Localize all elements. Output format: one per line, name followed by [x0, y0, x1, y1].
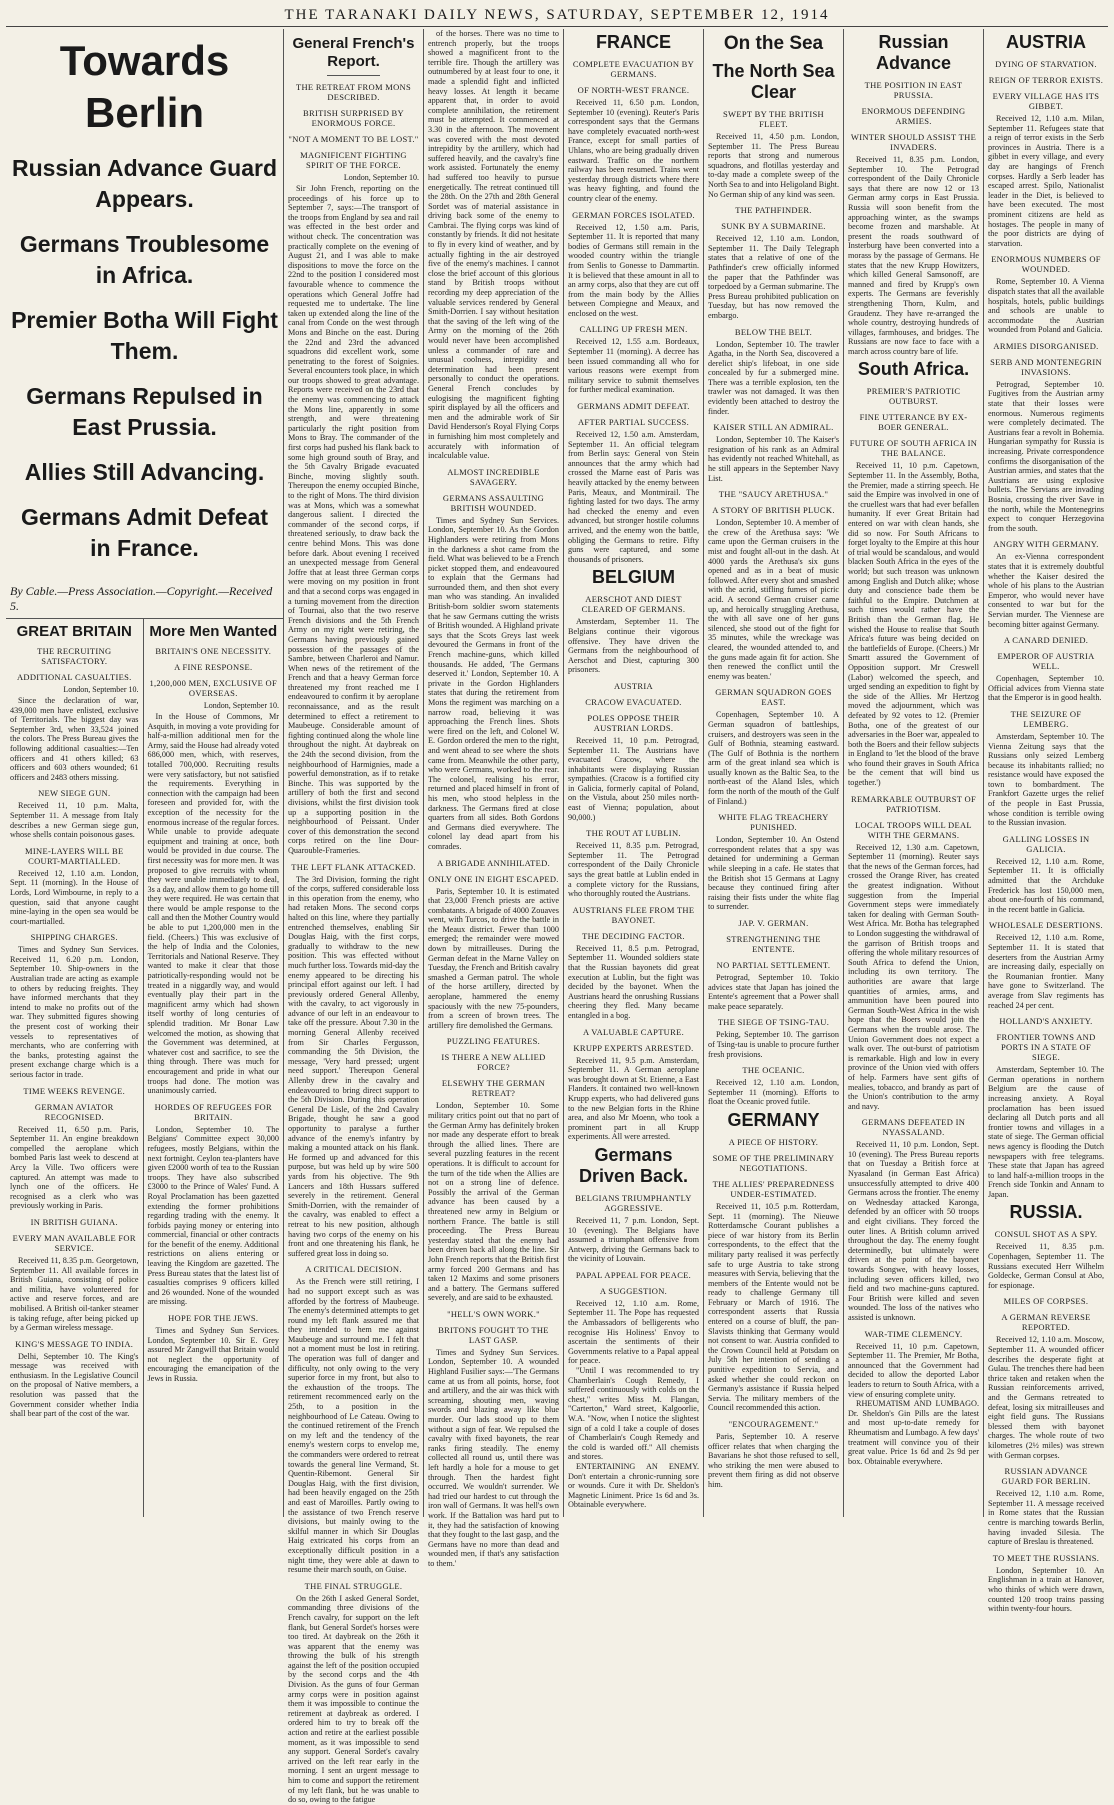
subhead: JAP. V. GERMAN.: [738, 918, 809, 928]
article-text: London, September 10. An Ostend correspondent relates that a spy was detained for undermining a German while sleeping in a cafe. He states that the British shot 15 Germans at Lagny because they continued firing after raising their fists under the white flag to surrender.: [708, 835, 839, 912]
subhead: ARMIES DISORGANISED.: [993, 340, 1099, 351]
subhead: ONLY ONE IN EIGHT ESCAPED.: [428, 873, 559, 884]
article-text: London, September 10. An Englishman in a train at Hanover, who thinks of which were drawn, counted 120 troop trains passing within twenty-four hours.: [988, 1565, 1104, 1614]
russian-advance-column: [844, 29, 984, 1517]
subhead: MAGNIFICENT FIGHTING SPIRIT OF THE FORCE.: [300, 150, 407, 170]
divider: [327, 75, 379, 76]
article-text: Received 12, 1.10 a.m. Rome, September 11. It is stated that deserters from the Austrian Army are increasing daily, especially on the Roumanian frontier. Many have gone to Switzerland. The average from Slav regiments has reached 24 per cent.: [988, 933, 1104, 1010]
article-text: On the 26th I asked General Sordet, commanding three divisions of the French cavalry, for support on the left flank, but General Sordet's horses were too tired. At daybreak on the 26th it was apparent that the enemy was throwing the bulk of his strength against the left of the position occupied by the second corps and the 4th Division. As the guns of four German army corps were in position against them it was impossible to continue the retirement at daybreak as ordered. I ordered him to try to break off the action and retire at the earliest possible moment, as it was impossible to send any support. General Sordet's cavalry arrived on the left rear early in the morning. I sent an urgent message to him to come and support the retirement of my left flank, but he was unable to do so, owing to the fatigue: [288, 1593, 419, 1805]
subhead: THE "SAUCY ARETHUSA.": [718, 489, 829, 500]
more-men-column: [144, 619, 284, 1517]
subhead: SUNK BY A SUBMARINE.: [721, 221, 826, 232]
subhead: AUSTRIA: [614, 680, 653, 691]
subhead: LOCAL TROOPS WILL DEAL WITH THE GERMANS.: [855, 819, 972, 840]
subhead: EMPEROR OF AUSTRIA WELL.: [997, 651, 1095, 672]
subhead: THE LEFT FLANK ATTACKED.: [291, 861, 416, 872]
subhead: AFTER PARTIAL SUCCESS.: [577, 417, 690, 428]
subhead: GERMAN AVIATOR RECOGNISED.: [34, 1101, 114, 1122]
article-text: Received 11, 10 p.m. Capetown, September 11. The Premier, Mr Botha, announced that the Government had decided to allow the deported Labor leaders to return to South Africa, with a view of ensuring complete unity.: [848, 1341, 979, 1399]
subhead: KING'S MESSAGE TO INDIA.: [15, 1338, 134, 1349]
subhead: NEW SIEGE GUN.: [38, 788, 111, 799]
article-text: Received 11, 8.35 p.m. Petrograd, September 11. The Petrograd correspondent of the Daily Chronicle says the great battle at Lublin ended in a complete victory for the Russians, who thoroughly routed the Austrians.: [568, 841, 699, 899]
subhead: SOME OF THE PRELIMINARY NEGOTIATIONS.: [712, 1152, 835, 1173]
subhead: GALLING LOSSES IN GALICIA.: [1002, 833, 1090, 854]
subhead: THE SEIZURE OF LEMBERG.: [1010, 708, 1082, 729]
dateline: London, September 10.: [203, 701, 279, 710]
article-text: Received 12, 1.10 a.m. Rome, September 11. The Pope has requested the Ambassadors of belligerents who recognise His Holiness' Envoy to ascertain the sentiments of their Governments relative to a Papal appeal for peace.: [568, 1298, 699, 1366]
article-text: Received 12, 1.10 a.m. London, Sept. 11 (morning). In the House of Lords, Lord Wimbourne, in reply to a question, said that anyone caught mine-laying in the open sea would be court-martialled.: [10, 868, 139, 926]
subhead: IN BRITISH GUIANA.: [30, 1216, 118, 1227]
section-north-sea-clear: The North Sea Clear: [712, 61, 835, 102]
subhead: A BRIGADE ANNIHILATED.: [436, 857, 551, 868]
article-text: An ex-Vienna correspondent states that it is extremely doubtful whether the Kaiser desired the whole of his plans to the Austrian Emperor, who would never have consented to war but for the Servian murder. The Viennese are becoming bitter against Germany.: [988, 552, 1104, 629]
article-text: Since the declaration of war, 439,000 men have enlisted, exclusive of Territorials. The biggest day was September 3rd, when 33,524 joined the colors. The Press Bureau gives the following additional casualties:—Ten officers and 41 others killed; 63 officers and 603 others wounded; 61 officers and 2483 others missing.: [10, 696, 139, 782]
subhead: IS THERE A NEW ALLIED FORCE?: [441, 1052, 546, 1073]
subhead: ALMOST INCREDIBLE SAVAGERY.: [447, 466, 540, 487]
subhead: THE SIEGE OF TSING-TAU.: [717, 1017, 830, 1028]
subhead: A VALUABLE CAPTURE.: [582, 1026, 685, 1037]
article-text: Received 11, 10 p.m. London, Sept. 10 (evening). The Press Bureau reports that on Tuesday a British force at Nyasaland (in German East Africa) unsuccessfully attempted to drive 400 Germans across the frontier. The enemy on Wednesday attacked Karonga, defended by an officer with 50 troops and eight civilians. They forced the outer lines. A British column arrived throughout the day. The enemy fought determinedly, but ultimately were driven at the point of the bayonet towards Songwe, with heavy losses, including seven officers killed, two field and two machine-guns captured. Four British were killed and seven wounded. The loss of the natives who assisted is unknown.: [848, 1140, 979, 1322]
article-text: London, September 10. The Belgians' Committee expect 30,000 refugees, mostly Belgians, within the next fortnight. Ceylon tea-planters have given £2000 worth of tea to the Russian troops. They have also subscribed £3000 to the Prince of Wales' Fund. A Royal Proclamation has been gazetted extending the former prohibitions regarding trading with the enemy. It forbids paying money or entering into commercial, financial or other contracts for the benefit of the enemy. Additional restrictions on aliens entering or leaving the Kingdom are gazetted. The Press Bureau states that the latest list of casualties comprises 9 officers killed and 26 wounded. None of the wounded are missing.: [147, 1124, 279, 1307]
article-text: Delhi, September 10. The King's message was received with enthusiasm. In the Legislative Council on the proposal of Native members, a resolution was passed that the Government consider whether India shall bear part of the cost of the war.: [10, 1351, 139, 1419]
article-text: Received 12, 1.10 a.m. London, September 11. The Daily Telegraph states that a relative of one of the Pathfinder's crew officially informed the paper that the Pathfinder was torpedoed by a German submarine. The Press Bureau prohibited publication on Tuesday, but has now removed the embargo.: [708, 234, 839, 320]
subhead: AUSTRIANS FLEE FROM THE BAYONET.: [572, 904, 695, 925]
lead-lower: [6, 618, 283, 1517]
article-text: Received 11, 10 p.m. Petrograd, September 11. The Austrians have evacuated Cracow, where the inhabitants were displaying Russian sympathies. (Cracow is a fortified city in Galicia, formerly capital of Poland, on the Vistula, about 250 miles north-east of Vienna; population, about 90,000.): [568, 735, 699, 822]
subhead: "ENCOURAGEMENT.": [728, 1419, 819, 1429]
subhead: TIME WEEKS REVENGE.: [23, 1085, 126, 1096]
subhead: FINE UTTERANCE BY EX-BOER GENERAL.: [859, 412, 968, 433]
subhead: ENORMOUS DEFENDING ARMIES.: [861, 106, 966, 126]
article-text: Received 11, 10 p.m. Capetown, September 11. In the Assembly, Botha, the Premier, made a stirring speech. He said the Empire was involved in one of the cruellest wars that had ever befallen humanity. If ever Great Britain had entered on war with clean hands, she did so now. For South Africans to forget loyalty to the Empire at this hour of trial would be scandalous, and would blacken South Africa in the eyes of the world; but such treason was unknown among English and Dutch alike; whose duty and conscience bade them be faithful to the Empire. Dutchmen at such times would rather have the British than the German flag. He wished the House to realise that South Africa's future was being decided on the battlefields of Europe. (Cheers.) Mr Smartt assured the Government of Opposition support. Mr Creswell (Labor) welcomed the speech, and urged sending an expedition to fight by the side of the Allies. Mr Hertzog moved the adjournment, which was defeated by 92 votes to 12. (Premier Botha, one of the greatest of our adversaries in the Boer war, appealed to both the Boers and their fellow subjects in England to 'let the blood of the brave who found their graves in South Africa be the cement that will bind us together.'): [848, 461, 979, 788]
subhead: BRITISH SURPRISED BY ENORMOUS FORCE.: [303, 108, 404, 128]
article-text: Copenhagen, September 10. Official advices from Vienna state that the Emperor is in good health.: [988, 674, 1104, 703]
article-text: Amsterdam, September 10. The Vienna Zeitung says that the Russians only seized Lemberg because its inhabitants rallied; no resistance would have exposed the town to bombardment. The Frankfort Gazette urges the relief of the people in East Prussia, whose condition is terrible owing to the Russian invasion.: [988, 731, 1104, 828]
section-germany: GERMANY: [727, 1109, 820, 1130]
article-text: Times and Sydney Sun Services. London, September 10. A wounded Highland Fusilier says:—'The Germans came at us from all points, horse, foot and artillery, and the air was thick with screaming, shouting men, waving swords and blazing away like blue murder. Our lads stood up to them without a sign of fear. We repulsed the cavalry with fixed bayonets, the rear ranks firing steadily. The enemy collected all round us, until there was left hardly a hole for a mouse to get through. Then the hardest fight occurred. We wouldn't surrender. We had tried our hardest to cut through the iron wall of Germans. It was hell's own work. If the Battalion was hard put to it, they had the satisfaction of knowing that they fought to the last gasp, and the Germans have no more than dead and wounded men, if that's any satisfaction to them.': [428, 1347, 559, 1568]
subhead: WINTER SHOULD ASSIST THE INVADERS.: [850, 132, 977, 152]
austria-column: [984, 29, 1108, 1614]
subhead: THE POSITION IN EAST PRUSSIA.: [864, 80, 963, 100]
article-text: Petrograd, September 10. Fugitives from the Austrian army state that their losses were enormous. Numerous regiments were completely decimated. The Austrians fear a revolt in Bohemia. Hungarian sympathy for Russia is increasing. Private correspondence confirms the disorganisation of the Austrian armies, and states that the Austrians are using explosive bullets. The Servians are invading Bosnia, crossing the river Save in the north, while the Montenegrins expect to conquer Herzegovina from the south.: [988, 379, 1104, 533]
section-more-men-wanted: More Men Wanted: [149, 623, 278, 640]
report-continued-column: [424, 29, 564, 1568]
subhead: BELOW THE BELT.: [734, 326, 813, 337]
subhead: SHIPPING CHARGES.: [30, 932, 118, 943]
subhead: BELGIANS TRIUMPHANTLY AGGRESSIVE.: [575, 1192, 692, 1213]
subhead: A STORY OF BRITISH PLUCK.: [712, 505, 835, 516]
deck-4: Germans Repulsed in East Prussia.: [26, 383, 263, 440]
france-column: [564, 29, 704, 1517]
article-text: London, September 10. A member of the crew of the Arethusa says: 'We came upon the German cruisers in the mist and fought all-out in the dash. At 4000 yards the Arethusa's six guns opened and as in a beat of music followed. After every shot and smashed with the acrid, stifling fumes of picric acid. A second German cruiser came up, and heroically struggling Arethusa, the with all save one of her guns silenced, she stood out of the fight for 35 minutes, while the wreckage was cleared, the wounded attended to, and the guns made again fit for action. She then renewed the conflict until the enemy was beaten.': [708, 518, 839, 681]
article-text: Times and Sydney Sun Services. London, September 10. As the Gordon Highlanders were retiring from Mons in the darkness a shot came from the field. What was believed to be a French picket stopped them, and endeavoured to explain that the Germans had surrounded them, and then shot every man who was standing. An invalided British-born soldier sworn statements that he saw Germans cutting the wrists of British wounded. A Highland private says that the Scots Greys last week devoured the Germans in front of the French machine-guns, which killed thousands. He added, 'The Germans deserved it.' London, September 10. A private in the Gordon Highlanders states that during the retirement from Mons the regiment was marching on a narrow road, believing it was approaching the French lines. Shots were fired on the left, and Colonel W. E. Gordon ordered the men to the right, and went ahead to see where the shots came from. Meanwhile the other party, who were Germans, worked to the rear. The colonel, realising his error, returned and placed himself in front of his men, who stood helpless in the darkness. The Germans fired at close quarters from all sides. Both Gordons and Germans died everywhere. The colonel lay dead apart from his comrades.: [428, 515, 559, 851]
article-text: Received 12, 1.10 a.m. Rome, September 11. It is officially admitted that the Archduke Frederick has lost 150,000 men, about one-fourth of his command, in the recent battle in Galicia.: [988, 856, 1104, 914]
subhead: A CANARD DENIED.: [1003, 635, 1089, 646]
deck-1: Russian Advance Guard Appears.: [11, 155, 277, 212]
subhead: FRONTIER TOWNS AND PORTS IN A STATE OF SIEGE.: [996, 1032, 1096, 1063]
subhead: PAPAL APPEAL FOR PEACE.: [575, 1269, 692, 1280]
subhead: MINE-LAYERS WILL BE COURT-MARTIALLED.: [25, 845, 124, 866]
subhead: ELSEWHY THE GERMAN RETREAT?: [441, 1078, 546, 1099]
subhead: ENORMOUS NUMBERS OF WOUNDED.: [991, 254, 1101, 275]
subhead: HORDES OF REFUGEES FOR BRITAIN.: [154, 1101, 272, 1122]
section-title: General French's Report.: [292, 35, 415, 70]
subhead: REIGN OF TERROR EXISTS.: [988, 75, 1104, 85]
article-text: Received 11, 9.5 p.m. Amsterdam, September 11. A German aeroplane was brought down at St. Etienne, a East Flanders. It contained two well-known Krupp experts, who had delivered guns to the new Belgian forts in the Rhine area, and also Mr Moenn, who took a prominent part in all Krupp experiments. All were arrested.: [568, 1055, 699, 1142]
advertisement: RHEUMATISM AND LUMBAGO. Dr. Sheldon's Gin Pills are the latest and most up-to-date remedy for Rheumatism and Lumbago. A few days' treatment will convince you of their great value. Price 1s 6d and 2s 9d per box. Obtainable everywhere.: [848, 1399, 979, 1466]
subhead: WHITE FLAG TREACHERY PUNISHED.: [718, 812, 829, 833]
article-text: Received 12, 1.10 a.m. Rome, September 11. A message received in Rome states that the Russian centre is marching towards Berlin, having invaded Silesia. The capture of Breslau is threatened.: [988, 1489, 1104, 1547]
article-text: Received 11, 6.50 p.m. Paris, September 11. An engine breakdown compelled the aeroplane which bombed Paris last week to descend at Arcy la Ville. Two officers were captured. An attempt was made to lynch one of the officers. He recognised as a clerk who was previously working in Paris.: [10, 1124, 139, 1211]
article-text: Received 11, 8.5 p.m. Petrograd, September 11. Wounded soldiers state that the Russian bayonets did great execution at Lublin, but the fight was decided by the bayonet. When the Austrians heard the onrushing Russians cheering they fled. Many became entangled in a bog.: [568, 943, 699, 1020]
subhead: THE ROUT AT LUBLIN.: [586, 828, 681, 839]
subhead: POLES OPPOSE THEIR AUSTRIAN LORDS.: [587, 712, 680, 733]
article-text: of the horses. There was no time to entrench properly, but the troops showed a magnificent front to the terrible fire. Though the artillery was outnumbered by at least four to one, it made a splendid fight and inflicted heavy losses. At length it became apparent that, in order to avoid complete annihilation, the retirement must be attempted. It commenced at 3.30 in the afternoon. The movement was covered with the most devoted intrepidity by the artillery, which had suffered heavily, and the cavalry's fine work assisted. Fortunately the enemy had suffered too heavily to pursue energetically. The retreat continued till the 28th. On the 27th and 28th General Sordet was of material assistance in driving back some of the enemy to Cambrai. The flying corps was kind of constantly by friends. It did not hesitate to fly in every kind of weather, and by actually fighting in the air destroyed five of the enemy's machines. I cannot close the brief account of this glorious stand by British troops without recording my deep appreciation of the valuable services rendered by General Smith-Dorrien. I say without hesitation that the saving of the left wing of the Army on the morning of the 26th would never have been accomplished unless a commander of rare and unusual coolness, intrepidity and determination had been present personally to conduct the operations. General French concludes by eulogising the magnificent fighting spirit displayed by all the officers and men and the admirable work of Sir David Henderson's Royal Flying Corps in furnishing him most completely and accurately with information of incalculable value.: [428, 29, 559, 461]
subhead: A PIECE OF HISTORY.: [728, 1136, 819, 1147]
article-text: Received 11, 8.35 p.m. London, September 10. The Petrograd correspondent of the Daily Chronicle says that there are now 12 or 13 German army corps in East Prussia. Russia will soon benefit from the approaching winter, as the swamps become frozen and marshable. At present the roads southward of Insterburg have been converted into a morass by the passage of Germans. He states that the new Krupp Howitzers, which killed General Samsonoff, are manned and fired by Krupp's own experts. The Germans are feverishly strengthening Thorn, Kulm, and Graudenz. They have re-arranged the whole country, destroying hundreds of villages, farmhouses, and bridges. The Russians are now face to face with a march across country bare of life.: [848, 155, 979, 356]
subhead: WAR-TIME CLEMENCY.: [864, 1328, 963, 1339]
subhead: THE DECIDING FACTOR.: [582, 930, 685, 941]
article-text: Received 11, 10 p.m. Malta, September 11. A message from Italy describes a new German siege gun, whose shells contain poisonous gases.: [10, 801, 139, 840]
masthead: THE TARANAKI DAILY NEWS, SATURDAY, SEPTEMBER 12, 1914: [6, 4, 1108, 27]
subhead: NO PARTIAL SETTLEMENT.: [716, 960, 831, 970]
article-text: London, September 10. Some military critics point out that no part of the German Army has definitely broken nor made any desperate effort to break through the allied lines. There are several puzzling features in the recent operations. It is difficult to account for the turn of the tide when the Allies are not on a strong line of defence. Possibly the arrival of the German advance has been caused by a threatened new army in Belgium or northern France. The battle is still proceeding. The Press Bureau yesterday stated that the enemy had been driven back all along the line. Sir John French reports that the British first army forced 200 Germans and has taken 12 Maxims and some prisoners and a battery. The Germans suffered severely, and are said to be exhausted.: [428, 1101, 559, 1303]
subhead: THE RECRUITING SATISFACTORY.: [37, 646, 112, 666]
deck-2: Germans Troublesome in Africa.: [19, 231, 270, 288]
subhead: GERMANS ADMIT DEFEAT.: [577, 401, 690, 412]
subhead: GERMANS DEFEATED IN NYASSALAND.: [861, 1117, 966, 1138]
subhead: CALLING UP FRESH MEN.: [579, 324, 688, 335]
article-text: Received 12, 1.30 a.m. Capetown, September 11 (morning). Reuter says that the news of the German forces, had crossed the Orange River, has created the greatest indignation. Without suggestion from the Imperial Government steps were immediately taken for dealing with German South-West Africa. Mr. Botha has telegraphed to London suggesting the withdrawal of the garrison of British troops and offering the whole military resources of South Africa to defend the Union, including its own territory. The authorities are aware that large quantities of armies, arms, and ammunition have been poured into German South-West Africa in the wish hope that the Boers would join the Germans when the trouble arose. The Union Government does not expect a walk over. The out-burst of patriotism is remarkable. High and low in every province of the Union vied with offers of help. Farmers have sent gifts of mealies, tobacco, and brandy as part of the Union's contribution to the army and navy.: [848, 842, 979, 1111]
deck-6: Germans Admit Defeat in France.: [20, 504, 269, 561]
subhead: ADDITIONAL CASUALTIES.: [16, 672, 132, 682]
article-text: Received 11, 8.35 p.m. Copenhagen, September 11. The Russians executed Herr Wilhelm Goldecke, German Consul at Abo, for espionage.: [988, 1242, 1104, 1290]
subhead: STRENGTHENING THE ENTENTE.: [726, 934, 821, 954]
subhead: THE PATHFINDER.: [735, 205, 812, 216]
subhead: THE ALLIES' PREPAREDNESS UNDER-ESTIMATED.: [712, 1178, 835, 1199]
subhead: "HELL'S OWN WORK.": [447, 1308, 540, 1319]
subhead: 1,200,000 MEN, EXCLUSIVE OF OVERSEAS.: [149, 678, 278, 698]
subhead: A GERMAN REVERSE REPORTED.: [1001, 1312, 1091, 1333]
deck-3: Premier Botha Will Fight Them.: [11, 307, 278, 364]
subhead: ANGRY WITH GERMANY.: [993, 539, 1099, 550]
article-text: Sir John French, reporting on the proceedings of his force up to September 7, says:—The transport of the troops from England by sea and rail was effected in the best order and without check. The concentration was practically complete on the evening of August 21, and I was able to make dispositions to move the force on the 22nd to the position I considered most favourable whence to commence the operations which General Joffre had requested me to undertake. The line taken up extended along the line of the canal from Conde on the west through Mons and Binche on the east. During the 22nd and 23rd the advanced squadrons did excellent work, some penetrating to the forest of Soignies. Several encounters took place, in which our troops showed to great advantage. Reports were received on the 23rd that the enemy was commencing to attack the Mons line, apparently in some strength, and were threatening particularly the right position from Mons to Bray. The commander of the first corps had pushed his flank back to some high ground south of Bray, and the 5th Cavalry Brigade evacuated Binche, moving slightly south. Thereupon the enemy occupied Binche, to the right of Mons. The third division was at Mons, which was a somewhat dangerous salient. I directed the commander of the second corps, if threatened seriously, to draw back the centre behind Mons. This was done before dark. About evening I received an unexpected message from General Joffre that at least three German corps were moving on my position in front and that a second corps was engaged in a turning movement from the direction of Tournai, also that the two reserve French divisions and the 5th French Army on my right were retiring, the Germans having previously gained possession of the passages of the Sambre, between Charleroi and Namur. When news of the retirement of the French and that a heavy German force threatened my front reached me I endeavoured to confirm it by aeroplane reconnaissance, and as the result determined to effect a retirement to Maubeuge. Considerable amount of fighting continued along the whole line throughout the night. At daybreak on the 24th the second division, from the neighbourhood of Harmignies, made a powerful demonstration, as if to retake Binche. This was supported by the artillery of both the first and second divisions, whilst the first division took up a supporting position in the neighbourhood of Peissant. Under cover of this demonstration the second corps retired on the line Dour-Quarouble-Frameries.: [288, 184, 419, 855]
article-text: Copenhagen, September 10. A German squadron of battleships, cruisers, and destroyers was seen in the Gulf of Bothnia, steaming eastward. (The Gulf of Bothnia is the northern arm of the great inland sea which is usually known as the Baltic Sea, to the north-east of the Aland Isles, which form the north of the mouth of the Gulf of Finland.): [708, 710, 839, 806]
section-great-britain: GREAT BRITAIN: [16, 623, 132, 640]
subhead: CONSUL SHOT AS A SPY.: [994, 1229, 1098, 1240]
subhead: FUTURE OF SOUTH AFRICA IN THE BALANCE.: [849, 438, 978, 459]
subhead: CRACOW EVACUATED.: [585, 696, 682, 707]
subhead: KRUPP EXPERTS ARRESTED.: [573, 1042, 694, 1053]
article-text: Received 11, 7 p.m. London, Sept. 10 (evening). The Belgians have assumed a triumphant offensive from Antwerp, driving the Germans back to the vicinity of Louvain.: [568, 1215, 699, 1264]
subhead: KAISER STILL AN ADMIRAL.: [713, 422, 834, 433]
article-text: Received 11, 10.5 p.m. Rotterdam, Sept. 11 (morning). The Nieuwe Rotterdamsche Courant publishes a piece of war history from its Berlin correspondents, to the effect that the military party realised it was perfectly safe to urge Austria to take strong measures with Servia, believing that the members of the Entente would not be ready to challenge Germany till February or March of 1916. The correspondent asserts that Russia entered on a course of bluff, the pan-Slavists thinking that Germany would not consent to war. Austria confided to the Crown Council held at Potsdam on July 5th her intention of sending a punitive expedition to Servia, and asked whether she could reckon on Germany's assistance if Russia helped Servia. The military members of the Council recommended this action.: [708, 1201, 839, 1413]
article-text: Times and Sydney Sun Services. London, September 10. Sir E. Grey assured Mr Zangwill that Britain would not neglect the opportunity of encouraging the emancipation of the Jews in Russia.: [147, 1326, 279, 1383]
subhead: A CRITICAL DECISION.: [305, 1264, 402, 1275]
deck-5: Allies Still Advancing.: [24, 459, 265, 485]
article-text: London, September 10. The trawler Agatha, in the North Sea, discovered a derelict ship's lifeboat, in one side concealed by fur a submerged mine. There was a terrible explosion, ten the trawler was not damaged. It was then evidently been attached to destroy the finder.: [708, 339, 839, 416]
subhead: BRITAIN'S ONE NECESSITY.: [155, 646, 272, 656]
advertisement: "Until I was recommended to try Chamberlain's Cough Remedy, I suffered continuously with colds on the chest," writes Miss M. Flangan, "Carterton," Ward street, Kalgoorlie, W.A. "Now, when I notice the slightest sign of a cold I take a couple of doses of Chamberlain's Cough Remedy and the cold is warded off." All chemists and stores.: [568, 1366, 699, 1462]
article-text: Received 12, 1.10 a.m. Moscow, September 11. A wounded officer describes the desperate fight at Gulau. The trenches there had been thrice taken and retaken when the Russian reinforcements arrived, and the Germans retreated to defeat, losing six mitrailleuses and eight field guns. The Russians blessed them with bayonet charges. The whole route of two kilometres (2½ miles) was strewn with German corpses.: [988, 1335, 1104, 1460]
article-text: Received 12, 1.10 a.m. London, September 11 (morning). Efforts to float the Oceanic proved futile.: [708, 1078, 839, 1107]
subhead: PUZZLING FEATURES.: [446, 1036, 541, 1047]
subhead: GERMAN FORCES ISOLATED.: [572, 209, 695, 220]
subhead: A SUGGESTION.: [599, 1285, 668, 1296]
subhead: BRITONS FOUGHT TO THE LAST GASP.: [438, 1324, 549, 1345]
subhead: WHOLESALE DESERTIONS.: [989, 920, 1103, 931]
subhead: A FINE RESPONSE.: [174, 662, 253, 672]
article-text: Received 11, 8.35 p.m. Georgetown, September 11. All available forces in British Guiana, consisting of police and militia, have volunteered for active and reserve forces, and are mobilised. A British oil-tanker steamer is taking refuge, after being picked up by a German wireless message.: [10, 1255, 139, 1333]
subhead: EVERY MAN AVAILABLE FOR SERVICE.: [12, 1232, 136, 1253]
section-russian-advance: Russian Advance: [875, 32, 952, 73]
advertisement: ENTERTAINING AN ENEMY. Don't entertain a chronic-running sore or wounds. Cure it with Dr. Sheldon's Magnetic Liniment. Price 1s 6d and 3s. Obtainable everywhere.: [568, 1461, 699, 1510]
section-russia: RUSSIA.: [1009, 1202, 1083, 1223]
article-text: Peking, September 10. The garrison of Tsing-tau is unable to procure further fresh provisions.: [708, 1030, 839, 1059]
subhead: EVERY VILLAGE HAS ITS GIBBET.: [992, 91, 1100, 111]
section-france: FRANCE: [596, 32, 671, 52]
byline: By Cable.—Press Association.—Copyright.—Received 5.: [10, 584, 273, 613]
article-text: Received 12, 1.55 a.m. Bordeaux, September 11 (morning). A decree has been issued commanding all who for various reasons were exempt from military service to submit themselves for further medical examination.: [568, 337, 699, 395]
dateline: London, September 10.: [343, 173, 419, 182]
main-headline: Towards Berlin: [59, 37, 230, 136]
dateline: London, September 10.: [63, 685, 139, 694]
sea-column: [704, 29, 844, 1517]
article-text: Received 12, 1.50 a.m. Amsterdam, September 11. An official telegram from Berlin says: General von Stein announces that the army which had crossed the Marne east of Paris was heavily attacked by the enemy between Paris, Meaux, and Montmirail. The fighting lasted for two days. The army had checked the enemy and even advanced, but stronger hostile columns arrived, and the enemy won the battle, obliging the Germans to retire. Fifty guns were captured, and some thousands of prisoners.: [568, 430, 699, 564]
subhead: GERMANS ASSAULTING BRITISH WOUNDED.: [442, 492, 545, 513]
subhead: THE OCEANIC.: [742, 1065, 805, 1076]
article-text: Amsterdam, September 11. The Belgians continue their vigorous offensive. They have driven the Germans from the neighbourhood of Aerschot and Diest, capturing 300 prisoners.: [568, 617, 699, 675]
subhead: HOPE FOR THE JEWS.: [168, 1313, 259, 1324]
section-belgium: BELGIUM: [592, 567, 675, 588]
general-french-column: [284, 29, 424, 1805]
section-germans-driven-back: Germans Driven Back.: [578, 1144, 689, 1186]
subhead: DYING OF STARVATION.: [995, 59, 1097, 69]
lead-column: [6, 29, 284, 1517]
article-text: Received 11, 6.50 p.m. London, September 10 (evening). Reuter's Paris correspondent says that the Germans have completely evacuated north-west France, except for small parties of Uhlans, who are being gradually driven eastward. Traffic on the northern railway has been resumed. Trains went yesterday through districts where there was heavy fighting, and found the country clear of the enemy.: [568, 98, 699, 203]
article-text: The 3rd Division, forming the right of the corps, suffered considerable loss in this operation from the enemy, who had retaken Mons. The second corps halted on this line, where they partially entrenched themselves, enabling Sir Douglas Haig, with the first corps, gradually to withdraw to the new position. This was effected without much further loss. Towards mid-day the enemy appeared to be directing his principal effort against our left. I had previously ordered General Allenby, with the cavalry, to act vigorously in advance of our left in an endeavour to take off the pressure. About 7.30 in the morning General Allenby received from Sir Charles Fergusson, commanding the 5th Division, the message, 'Very hard pressed; urgent need support.' Thereupon General Allenby drew in the cavalry and endeavoured to bring direct support to the 5th Division. During this operation General De Lisle, of the 2nd Cavalry Brigade, thought he saw a good opportunity to paralyse a further advance of the enemy's infantry by making a mounted attack on his flank. He formed up and advanced for this purpose, but was held up by wire 500 yards from his objective. The 9th Lancers and 18th Hussars suffered severely in the retirement. General Smith-Dorrien, with the remainder of the cavalry, was enabled to effect a retreat to his new position, although having two corps of the enemy on his front and one threatening his flank, he suffered great loss in doing so.: [288, 874, 419, 1258]
great-britain-column: [6, 619, 144, 1517]
article-text: Rome, September 10. A Vienna dispatch states that all the available hospitals, hotels, public buildings and schools are unable to accommodate the Austrian wounded from Poland and Galicia.: [988, 277, 1104, 335]
columns: [6, 29, 1108, 1805]
article-text: As the French were still retiring, I had no support except such as was afforded by the fortress of Maubeuge. The enemy's determined attempts to get round my left flank assured me that they intended to hem me against Maubeuge and surround me. I felt that not a moment must be lost in retiring. The operation was full of danger and difficulty, not only owing to the very superior force in my front, but also to the exhaustion of the troops. The retirement recommenced early on the 25th, to a position in the neighbourhood of Le Cateau. Owing to the continued retirement of the French on my left and the tendency of the enemy's western corps to envelop me, the commanders were ordered to retreat towards the general line Vermand, St. Quentin-Ribemont. General Sir Douglas Haig, with the first division, had been heavily engaged on the 25th and east of Maroilles. Partly owing to the assistance of two French reserve divisions, but mainly owing to the skilful manner in which Sir Douglas Haig extricated his corps from an exceptionally difficult position in a night time, they were able at dawn to resume their march south, on Guise.: [288, 1277, 419, 1575]
subhead: COMPLETE EVACUATION BY GERMANS.: [572, 59, 695, 79]
subhead: "NOT A MOMENT TO BE LOST.": [288, 134, 419, 144]
subhead: AERSCHOT AND DIEST CLEARED OF GERMANS.: [581, 594, 686, 615]
subhead: TO MEET THE RUSSIANS.: [992, 1552, 1100, 1563]
subhead: OF NORTH-WEST FRANCE.: [577, 85, 690, 95]
subhead: HOLLAND'S ANXIETY.: [999, 1016, 1093, 1027]
article-text: London, September 10. The Kaiser's resignation of his rank as an Admiral has evidently not reached Whitehall, as he still appears in the September Navy List.: [708, 435, 839, 483]
section-south-africa: South Africa.: [857, 359, 970, 380]
subhead: THE RETREAT FROM MONS DESCRIBED.: [295, 82, 411, 102]
subhead: REMARKABLE OUTBURST OF PATRIOTISM.: [851, 793, 976, 814]
subhead: SERB AND MONTENEGRIN INVASIONS.: [990, 356, 1102, 377]
subhead: RUSSIAN ADVANCE GUARD FOR BERLIN.: [1001, 1466, 1091, 1487]
subhead: GERMAN SQUADRON GOES EAST.: [715, 687, 832, 708]
section-austria: AUSTRIA: [1006, 32, 1086, 52]
article-text: Paris, September 10. It is estimated that 23,000 French priests are active combatants. A brigade of 4000 Zouaves went, with Turcos, to drive the battle in the Meaux district. Fewer than 1000 emerged; the remainder were mowed down by mitrailleuses. During the German defeat in the Marne Valley on Tuesday, the French and British cavalry smashed a German patrol. The whole of the horse artillery, directed by aeroplane, hammered the enemy spaciously with the new 75-pounders, from a screen of brown trees. The artillery fire demolished the Germans.: [428, 886, 559, 1030]
article-text: Paris, September 10. A reserve officer relates that when charging the Bavarians he shot those refused to sell, who striking the men were abused to prevent them firing as did not observe him.: [708, 1432, 839, 1489]
article-text: Received 11, 4.50 p.m. London, September 11. The Press Bureau reports that strong and numerous squadrons, and flotillas yesterday and to-day made a complete sweep of the North Sea to and into Heligoland Bight. No German ship of any kind was seen.: [708, 132, 839, 199]
section-on-the-sea: On the Sea: [723, 33, 824, 54]
article-text: In the House of Commons, Mr Asquith, in moving a vote providing for half-a-million additional men for the Army, said the House had already voted 686,000 men, which, with reserves, totalled 700,000. Recruiting results were very satisfactory, but not satisfied the requirements. Everything in connection with the campaign had been foreseen and provided for, with the exception of the necessity for the enormous increase of the regular forces. While unable to provide adequate equipment and training at once, both would be provided in due course. The first necessity was for more men. It was proposed to give recruits with whom they were unable immediately to deal, 3s a day, and allow them to go home till they were required. He was certain that there would be ample response to the call and then the Mother Country would be able to put 1,200,000 men in the field. (Cheers.) This was exclusive of the help of India and the Colonies, Territorials and National Reserve. They wanted to make it clear that those patriotically-responding would not be treated in a niggardly way, and would eventually play their part in the magnificent army which had shown itself worthy of long centuries of splendid tradition. Mr Bonar Law welcomed the motion, as showing that the Government was determined, at whatever cost and sacrifice, to see the thing through. There was much for encouragement and pride in what our troops had done. The motion was unanimously carried.: [147, 712, 279, 1096]
subhead: MILES OF CORPSES.: [1003, 1296, 1089, 1307]
subhead: THE FINAL STRUGGLE.: [304, 1580, 403, 1591]
article-text: Petrograd, September 10. Tokio advices state that Japan has joined the Entente's agreement that a Power shall make peace separately.: [708, 973, 839, 1011]
article-text: Times and Sydney Sun Services. Received 11, 6.20 p.m. London, September 10. Ship-owners in the Australian trade are acting as example to others by reducing freights. They have informed merchants that they intend to make no profits out of the war. They submitted figures showing the present cost of working their vessels to representatives of merchants, who are conferring with the banks, protesting against the present exchange charge which is a serious factor in trade.: [10, 945, 139, 1079]
article-text: Amsterdam, September 10. The German operations in northern Belgium are the cause of increasing anxiety. A Royal proclamation has been issued declaring all Dutch ports and all frontier towns and villages in a state of siege. The German official news agency is flooding the Dutch newspapers with free telegrams. These state that Japan has agreed to land half-a-million troops in the French side Tonkin and Annam to Japan.: [988, 1065, 1104, 1199]
subhead: SWEPT BY THE BRITISH FLEET.: [722, 109, 824, 129]
article-text: Received 12, 1.10 a.m. Milan, September 11. Refugees state that a reign of terror exists in the Serb provinces in Austria. There is a gibbet in every village, and every day are hangings of French corpses. Hardly a Serb leader has escaped arrest. Spilo, Nationalist leader in the Diet, is believed to have been executed. The most prominent citizens are held as hostages. The people in many of the poor districts are dying of starvation.: [988, 114, 1104, 248]
subhead: PREMIER'S PATRIOTIC OUTBURST.: [866, 386, 961, 407]
article-text: Received 12, 1.50 a.m. Paris, September 11. It is reported that many bodies of Germans still remain in the wooded country within the triangle from Senlis to Gonesse to Dammartin. It is believed that these amount in all to an army corps, also that they are cut off from the main body by the Allies between Compiegne and Meaux, and enclosed on the west.: [568, 222, 699, 318]
